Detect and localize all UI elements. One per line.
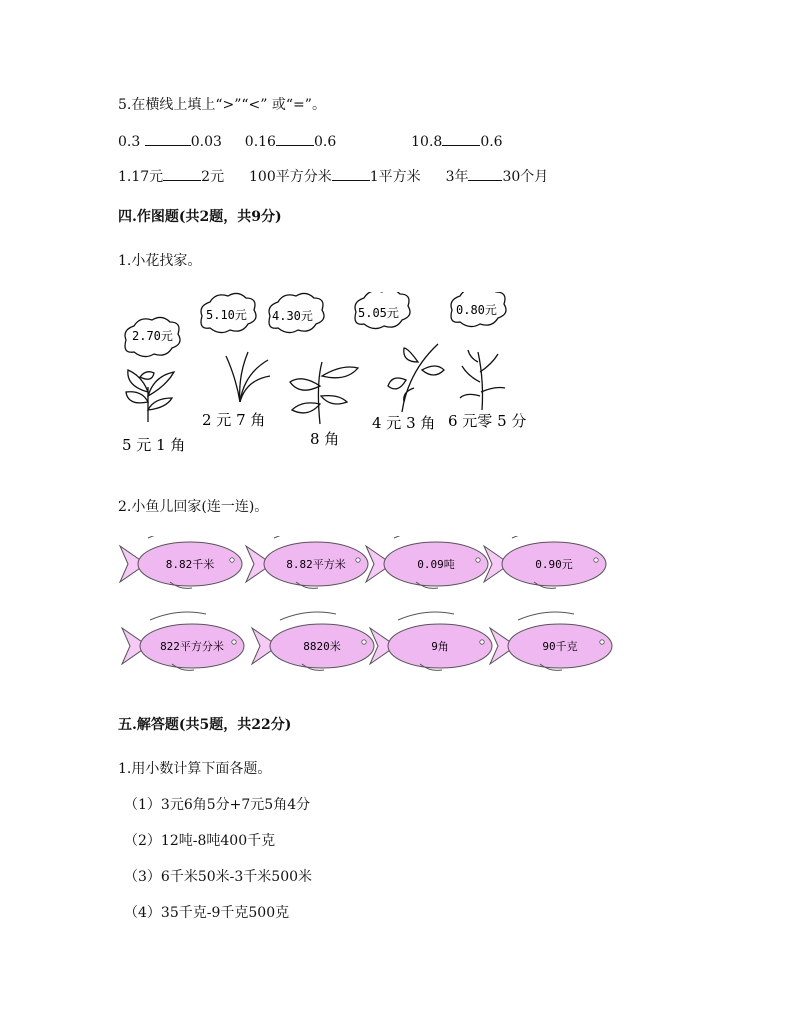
compare-left: 3年 [445,169,469,185]
fish-label: 0.09吨 [417,558,455,571]
plant-icon [226,352,270,402]
problem-item [124,866,312,886]
compare-right: 0.03 [190,134,222,150]
cloud-label: 5.05元 [358,306,399,320]
plant-label: 8 角 [310,430,340,448]
q5-instruction: 5.在横线上填上“>”“<” 或“=”。 [118,97,326,113]
answer-blank[interactable] [332,168,370,181]
compare-right: 0.6 [480,134,503,150]
compare-left: 10.8 [411,134,443,150]
plant-icon [388,344,444,412]
plant-icon [290,362,358,424]
plant-label: 4 元 3 角 [372,414,436,432]
problem-item [124,830,275,850]
problem-item [124,902,289,922]
cloud-label: 4.30元 [272,309,313,323]
fish-label: 8.82平方米 [286,558,346,571]
problem-number: （4） [124,905,161,921]
cloud-label: 5.10元 [206,308,247,322]
problem-number: （3） [124,869,161,885]
fish-matching-figure [118,536,618,676]
section4-heading: 四.作图题(共2题，共9分) [118,209,282,225]
compare-left: 0.3 [118,134,141,150]
flower-matching-figure [118,292,548,462]
problem-item [124,794,310,814]
q5-row1 [118,133,503,150]
answer-blank[interactable] [468,168,502,181]
answer-blank[interactable] [442,133,480,146]
compare-left: 0.16 [244,134,276,150]
compare-right: 2元 [201,169,225,185]
plant-label: 5 元 1 角 [122,436,186,454]
problem-text: 6千米50米-3千米500米 [160,869,313,885]
fish-label: 8820米 [303,640,341,653]
answer-blank[interactable] [163,168,201,181]
problem-text: 35千克-9千克500克 [160,905,290,921]
fish-label: 0.90元 [535,558,573,571]
compare-right: 0.6 [313,134,337,150]
answer-blank[interactable] [145,133,191,146]
problem-text: 12吨-8吨400千克 [160,833,276,849]
fish-label: 90千克 [542,640,578,653]
fish-label: 822平方分米 [160,640,224,653]
compare-right: 30个月 [502,169,549,185]
problem-number: （2） [124,833,161,849]
plant-label: 6 元零 5 分 [448,412,527,430]
section5-q1-title: 1.用小数计算下面各题。 [118,761,272,777]
section5-heading: 五.解答题(共5题，共22分) [118,717,292,733]
plant-icon [460,350,505,410]
cloud-label: 2.70元 [132,329,173,343]
compare-right: 1平方米 [369,169,421,185]
compare-left: 1.17元 [118,169,164,185]
q5-row2 [118,166,548,186]
fish-label: 9角 [431,640,449,653]
section4-q2-title: 2.小鱼儿回家(连一连)。 [118,499,269,515]
answer-blank[interactable] [276,133,314,146]
cloud-label: 0.80元 [456,303,497,317]
plant-label: 2 元 7 角 [202,411,266,429]
section4-q1-title: 1.小花找家。 [118,253,202,269]
fish-label: 8.82千米 [165,558,215,571]
plant-icon [126,370,174,422]
problem-number: （1） [124,797,161,813]
problem-text: 3元6角5分+7元5角4分 [160,797,311,813]
compare-left: 100平方分米 [249,169,332,185]
